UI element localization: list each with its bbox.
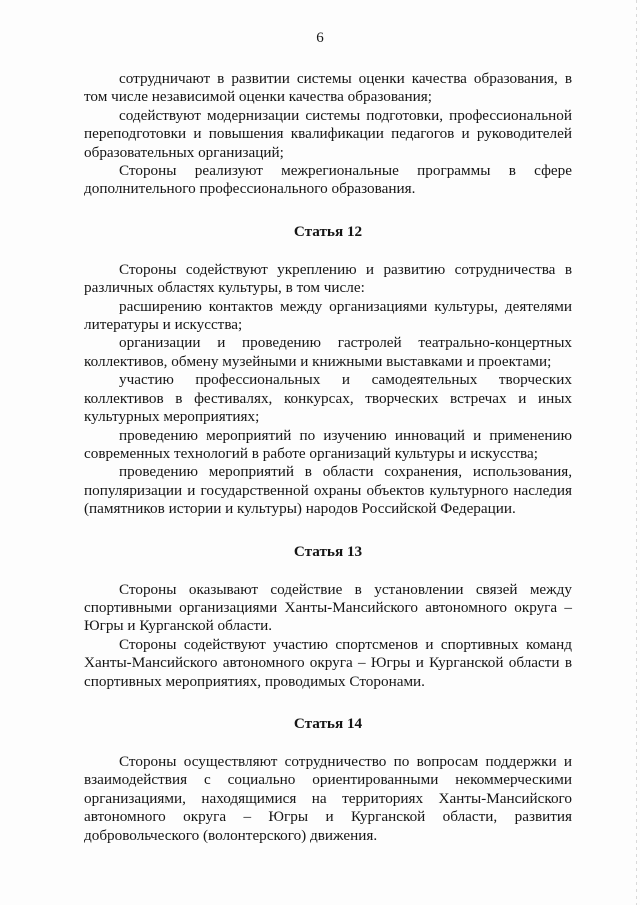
paragraph: Стороны оказывают содействие в установлении связей между спортивными организациями Ханты-Мансийского автономного округа – Югры и Курганской области.: [84, 580, 572, 635]
paragraph: Стороны содействуют укреплению и развитию сотрудничества в различных областях культуры, в том числе:: [84, 260, 572, 297]
article-12-heading: Статья 12: [293, 222, 363, 240]
article-13-heading: Статья 13: [293, 542, 363, 560]
paragraph: участию профессиональных и самодеятельных творческих коллективов в фестивалях, конкурсах, творческих встречах и иных культурных мероприятиях;: [84, 371, 572, 426]
paragraph: проведению мероприятий по изучению инноваций и применению современных технологий в работе организаций культуры и искусства;: [84, 426, 572, 462]
document-body: [84, 70, 572, 845]
paragraph: расширению контактов между организациями культуры, деятелями литературы и искусства;: [84, 297, 572, 334]
page-number: 6: [316, 30, 324, 46]
article-14-heading: Статья 14: [293, 714, 363, 732]
paragraph: Стороны осуществляют сотрудничество по вопросам поддержки и взаимодействия с социально ориентированными некоммерческими организациями, находящимися на территориях Ханты-Мансийского автономного округа – Югры и Курганской области, развития добровольческого (волонтерского) движения.: [84, 752, 572, 844]
paragraph: организации и проведению гастролей театрально-концертных коллективов, обмену музейными и книжными выставками и проектами;: [84, 334, 572, 370]
paragraph: содействуют модернизации системы подготовки, профессиональной переподготовки и повышения квалификации педагогов и руководителей образовательных организаций;: [84, 106, 572, 161]
scan-edge: [636, 0, 637, 905]
paragraph: Стороны реализуют межрегиональные программы в сфере дополнительного профессионального образования.: [84, 162, 572, 198]
paragraph: сотрудничают в развитии системы оценки качества образования, в том числе независимой оценки качества образования;: [84, 70, 572, 106]
paragraph: проведению мероприятий в области сохранения, использования, популяризации и государственной охраны объектов культурного наследия (памятников истории и культуры) народов Российской Федерации.: [84, 463, 572, 518]
paragraph: Стороны содействуют участию спортсменов и спортивных команд Ханты-Мансийского автономного округа – Югры и Курганской области в спортивных мероприятиях, проводимых Сторонами.: [84, 635, 572, 690]
